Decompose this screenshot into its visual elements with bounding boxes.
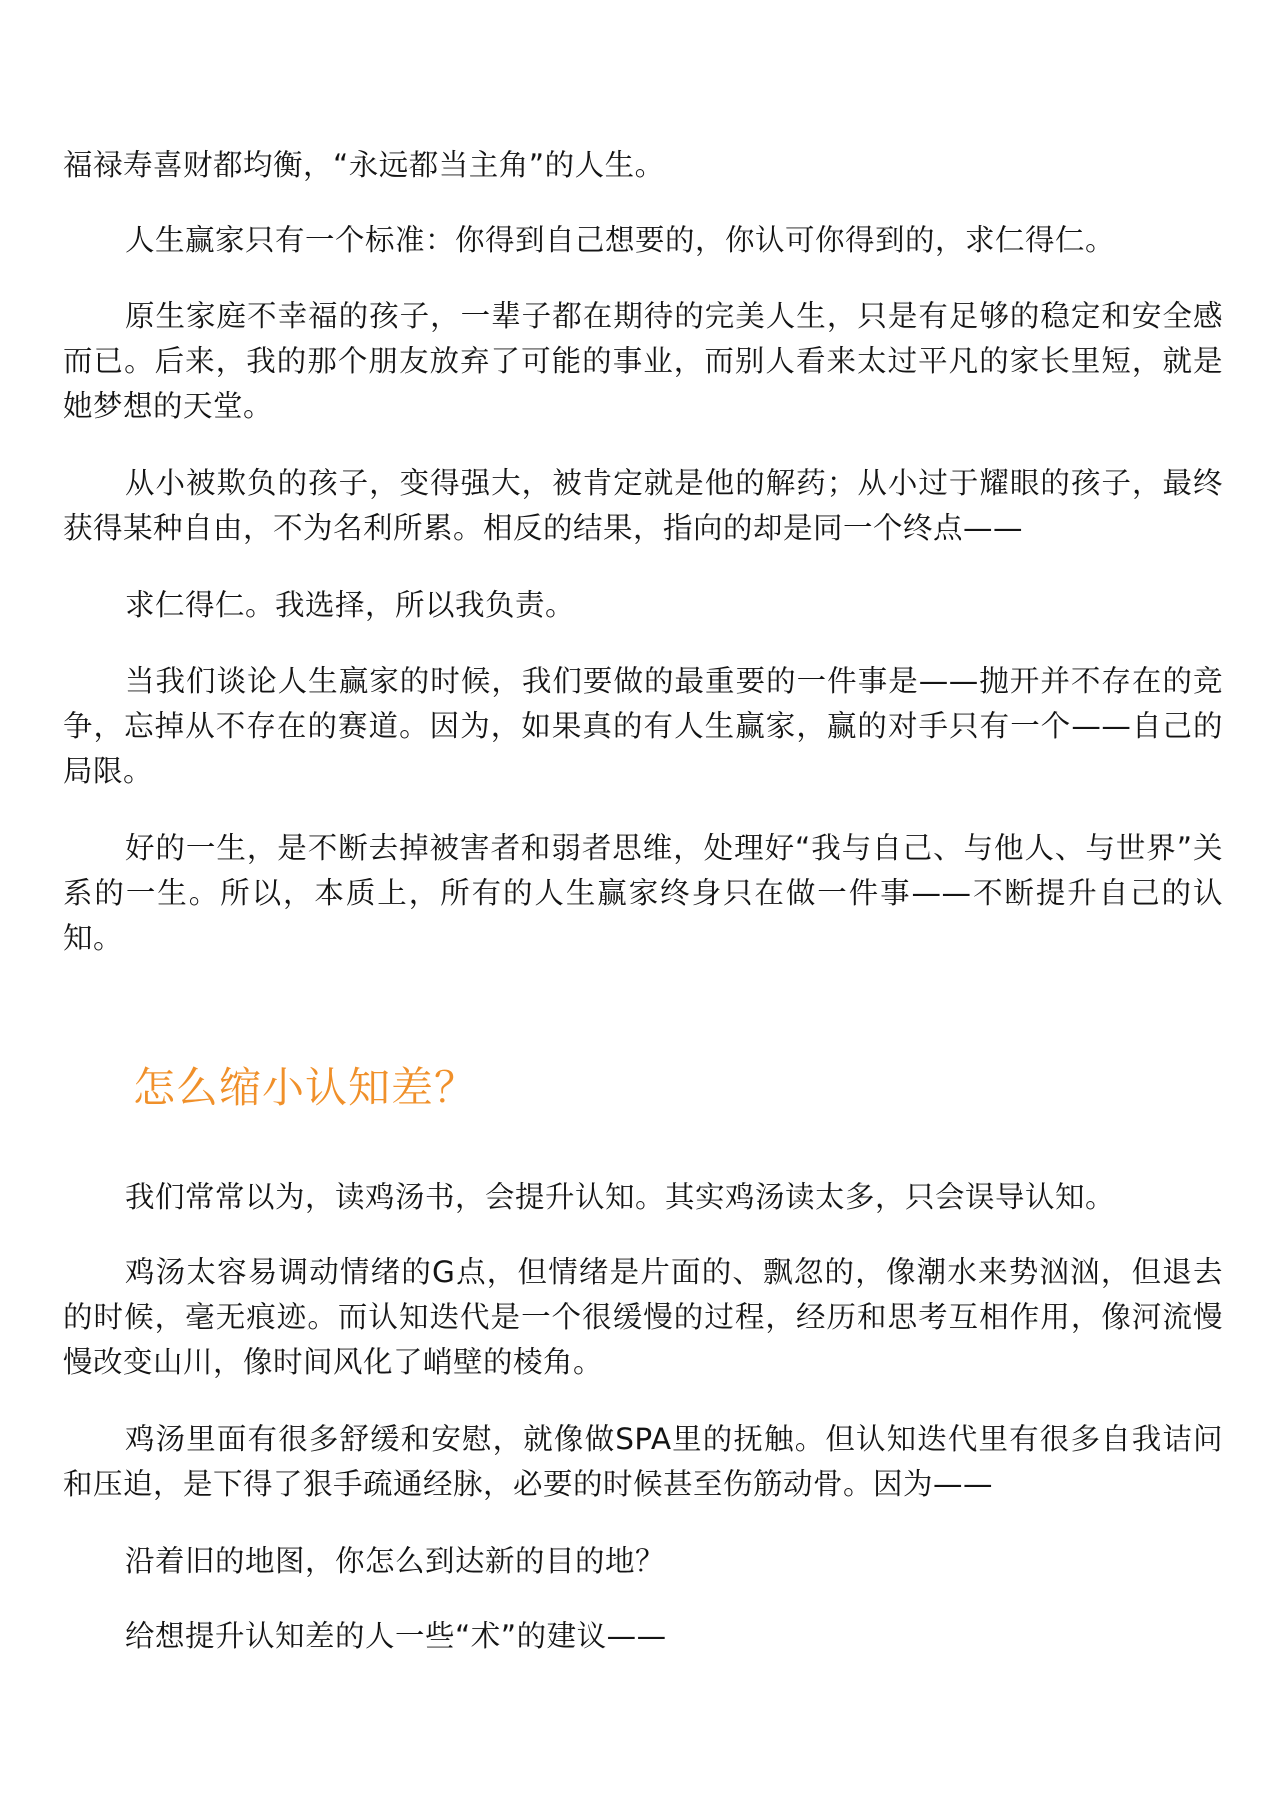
paragraph-old-map: 沿着旧的地图，你怎么到达新的目的地？ bbox=[125, 1544, 666, 1578]
paragraph-suggestions: 给想提升认知差的人一些“术”的建议—— bbox=[125, 1619, 667, 1653]
paragraph-chicken-soup-books: 我们常常以为，读鸡汤书，会提升认知。其实鸡汤读太多，只会误导认知。 bbox=[125, 1180, 1116, 1214]
paragraph-choice: 求仁得仁。我选择，所以我负责。 bbox=[125, 588, 576, 622]
paragraph-good-life: 好的一生，是不断去掉被害者和弱者思维，处理好“我与自己、与他人、与世界”关系的一生。所以，本质上，所有的人生赢家终身只在做一件事——不断提升自己的认知。 bbox=[63, 831, 1223, 955]
paragraph-continuation: 福禄寿喜财都均衡，“永远都当主角”的人生。 bbox=[63, 148, 665, 182]
paragraph-winner-standard: 人生赢家只有一个标准：你得到自己想要的，你认可你得到的，求仁得仁。 bbox=[125, 223, 1116, 257]
section-heading: 怎么缩小认知差？ bbox=[133, 1063, 478, 1112]
paragraph-emotions: 鸡汤太容易调动情绪的G点，但情绪是片面的、飘忽的，像潮水来势汹汹，但退去的时候，毫无痕迹。而认知迭代是一个很缓慢的过程，经历和思考互相作用，像河流慢慢改变山川，像时间风化了峭壁的棱角。 bbox=[63, 1255, 1223, 1379]
paragraph-childhood: 从小被欺负的孩子，变得强大，被肯定就是他的解药；从小过于耀眼的孩子，最终获得某种自由，不为名利所累。相反的结果，指向的却是同一个终点—— bbox=[63, 466, 1223, 545]
paragraph-family-background: 原生家庭不幸福的孩子，一辈子都在期待的完美人生，只是有足够的稳定和安全感而已。后来，我的那个朋友放弃了可能的事业，而别人看来太过平凡的家长里短，就是她梦想的天堂。 bbox=[63, 299, 1223, 423]
paragraph-competition: 当我们谈论人生赢家的时候，我们要做的最重要的一件事是——抛开并不存在的竞争，忘掉从不存在的赛道。因为，如果真的有人生赢家，赢的对手只有一个——自己的局限。 bbox=[63, 664, 1223, 788]
paragraph-cognition-iteration: 鸡汤里面有很多舒缓和安慰，就像做SPA里的抚触。但认知迭代里有很多自我诘问和压迫，是下得了狠手疏通经脉，必要的时候甚至伤筋动骨。因为—— bbox=[63, 1422, 1223, 1501]
